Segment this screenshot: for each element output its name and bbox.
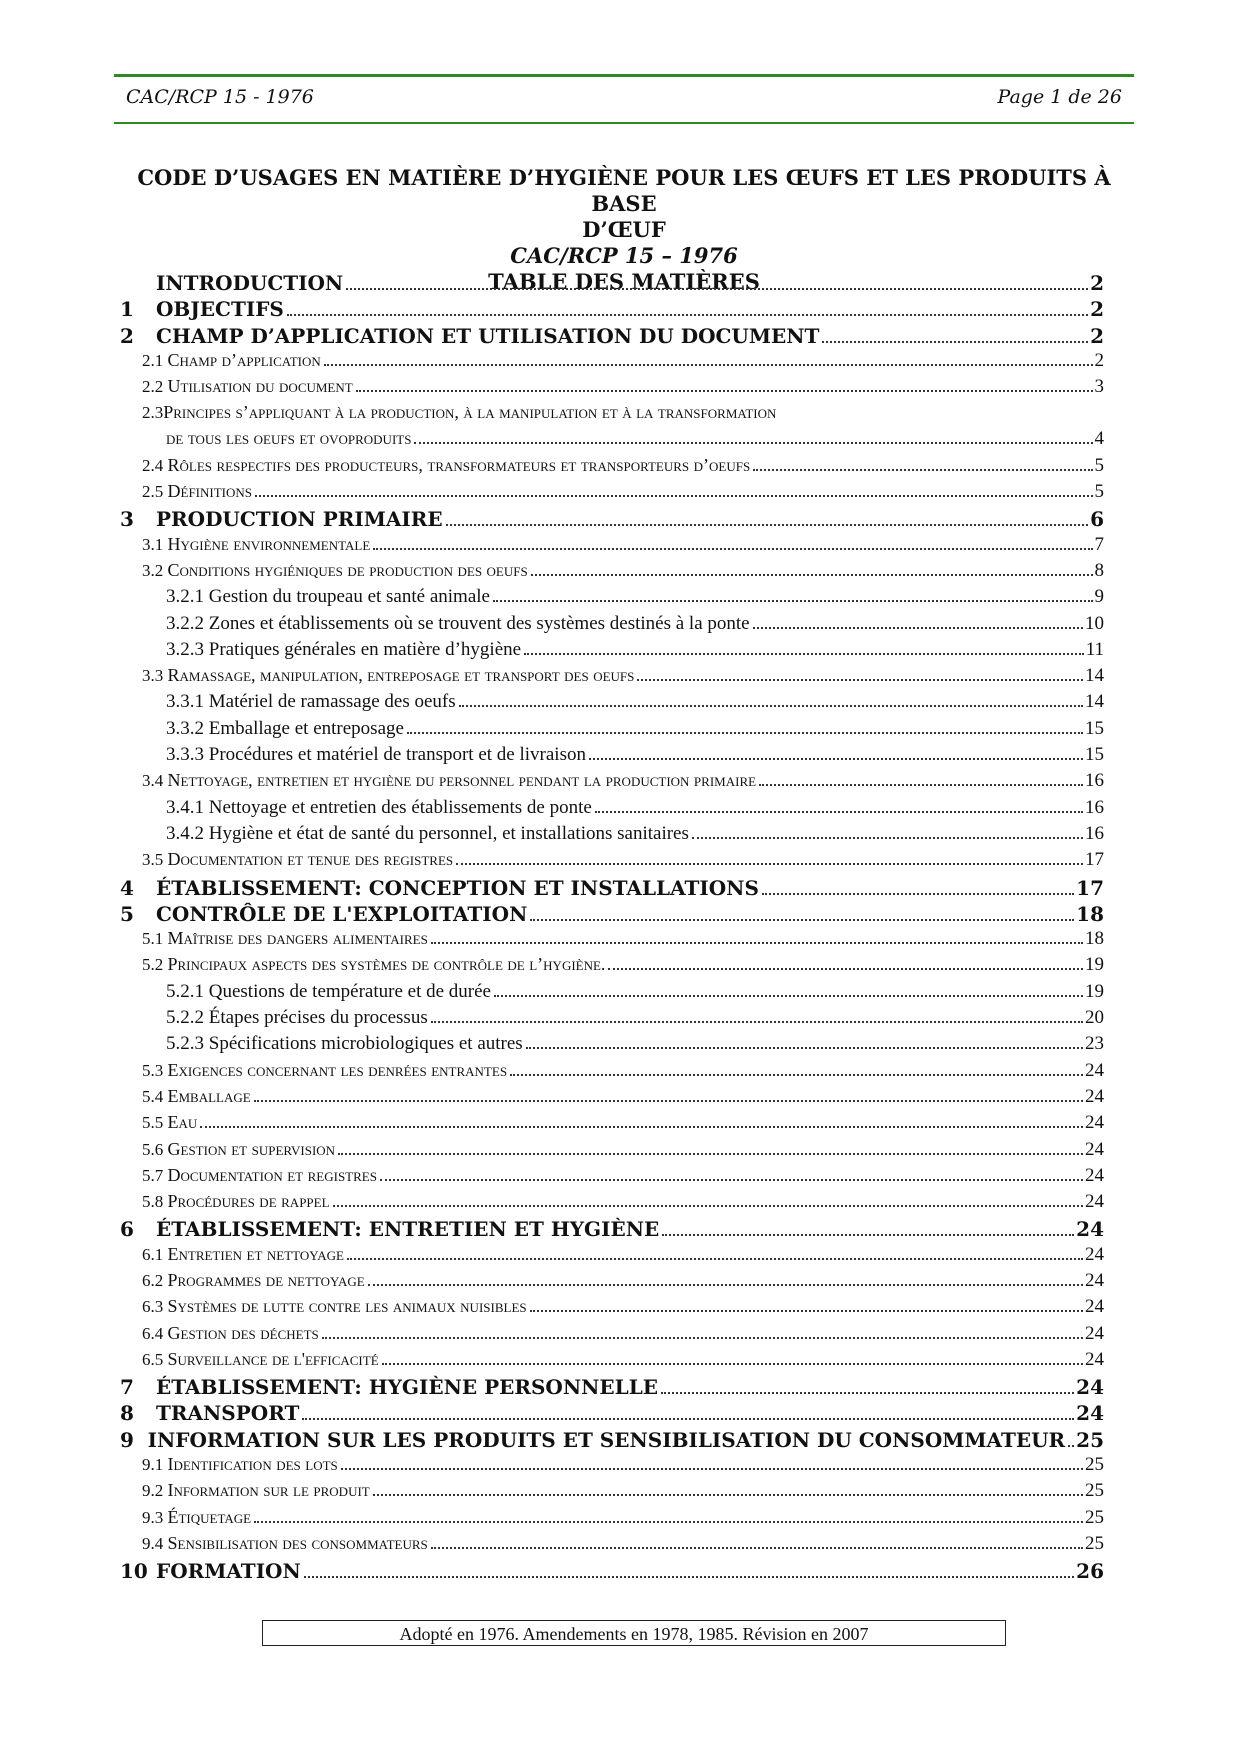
toc-entry-number: 5.2.3 [166, 1033, 209, 1055]
toc-page-number: 24 [1085, 1164, 1104, 1186]
dot-leader [382, 1363, 1083, 1365]
toc-entry-number: 3.1 [142, 534, 168, 554]
toc-entry-number: 6.2 [142, 1270, 168, 1290]
toc-entry-title: INFORMATION SUR LES PRODUITS ET SENSIBILISATION DU CONSOMMATEUR [147, 1427, 1066, 1452]
toc-entry-number: 2.5 [142, 482, 168, 502]
dot-leader [530, 1310, 1083, 1312]
toc-entry[interactable] [120, 324, 1104, 350]
toc-entry-number: 5.2 [142, 955, 168, 975]
dot-leader [346, 288, 1088, 290]
toc-entry-number: 6.3 [142, 1297, 168, 1317]
toc-entry[interactable] [120, 1559, 1104, 1585]
toc-entry-number: 5.7 [142, 1165, 168, 1185]
toc-page-number: 2 [1090, 271, 1104, 295]
toc-entry-number: 2.3 [142, 403, 164, 423]
dot-leader [510, 1074, 1083, 1076]
toc-entry-title: Ramassage, manipulation, entreposage et transport des oeufs [167, 665, 635, 686]
dot-leader [637, 679, 1083, 681]
toc-entry-title: Étiquetage [167, 1506, 252, 1527]
dot-leader [662, 1234, 1074, 1236]
title-line-1: CODE D’USAGES EN MATIÈRE D’HYGIÈNE POUR LES ŒUFS ET LES PRODUITS À BASE [137, 165, 1111, 216]
toc-entry-number: 2.1 [142, 350, 168, 370]
toc-entry-title: Sensibilisation des consommateurs [167, 1532, 428, 1553]
table-of-contents [120, 271, 1104, 1586]
toc-entry-title: Gestion des déchets [167, 1322, 319, 1343]
toc-entry-title: Programmes de nettoyage [167, 1269, 365, 1290]
toc-entry[interactable] [120, 1033, 1104, 1059]
toc-entry-title: Rôles respectifs des producteurs, transformateurs et transporteurs d’oeufs [167, 454, 751, 475]
toc-entry[interactable] [120, 665, 1104, 691]
toc-entry-title: Gestion du troupeau et santé animale [208, 586, 490, 608]
toc-page-number: 24 [1085, 1322, 1104, 1344]
toc-entry-number: 9.3 [142, 1507, 168, 1527]
toc-entry-title: Emballage [167, 1085, 251, 1106]
dot-leader [347, 1258, 1083, 1260]
toc-entry-title: ÉTABLISSEMENT: ENTRETIEN ET HYGIÈNE [156, 1217, 660, 1242]
toc-page-number: 20 [1085, 1007, 1104, 1029]
toc-page-number: 24 [1085, 1296, 1104, 1318]
toc-entry-title: Information sur le produit [167, 1480, 370, 1501]
dot-leader [255, 495, 1093, 497]
dot-leader [373, 1494, 1083, 1496]
toc-entry-title: Procédures et matériel de transport et de livraison [208, 744, 586, 766]
toc-entry-number: 4 [120, 875, 134, 900]
toc-page-number: 18 [1085, 928, 1104, 950]
toc-page-number: 24 [1076, 1375, 1104, 1400]
toc-entry-number: 3.2.2 [166, 612, 209, 634]
toc-entry-title: Zones et établissements où se trouvent des systèmes destinés à la ponte [208, 612, 750, 634]
toc-entry-number: 5.8 [142, 1192, 168, 1212]
toc-entry-number: 3.3 [142, 666, 168, 686]
title-line-2: D’ŒUF [582, 217, 666, 242]
toc-entry-title: Entretien et nettoyage [167, 1243, 344, 1264]
toc-page-number: 24 [1085, 1138, 1104, 1160]
toc-entry-title-cont: de tous les oeufs et ovoproduits [166, 428, 412, 449]
toc-entry-title: PRODUCTION PRIMAIRE [156, 507, 443, 532]
toc-page-number: 24 [1076, 1401, 1104, 1426]
toc-entry[interactable] [120, 586, 1104, 612]
dot-leader [322, 1337, 1083, 1339]
toc-page-number: 2 [1090, 297, 1104, 322]
toc-page-number: 18 [1076, 901, 1104, 926]
toc-entry-title: Principes s’appliquant à la production, à la manipulation et à la transformation [163, 402, 777, 423]
toc-page-number: 24 [1085, 1269, 1104, 1291]
toc-entry-title: Eau [167, 1112, 198, 1133]
toc-entry-title: Gestion et supervision [167, 1138, 336, 1159]
dot-leader [493, 600, 1093, 602]
toc-page-number: 16 [1085, 822, 1104, 844]
toc-entry-title: Documentation et registres [167, 1164, 377, 1185]
toc-page-number: 9 [1094, 586, 1104, 608]
toc-page-number: 11 [1085, 638, 1104, 660]
dot-leader [822, 341, 1088, 343]
toc-entry[interactable] [120, 1533, 1104, 1559]
toc-entry[interactable] [120, 1349, 1104, 1375]
toc-entry-title: TRANSPORT [156, 1401, 300, 1426]
dot-leader [200, 1126, 1083, 1128]
toc-entry-number: 3 [120, 507, 134, 532]
toc-page-number: 25 [1085, 1480, 1104, 1502]
toc-page-number: 16 [1085, 796, 1104, 818]
dot-leader [530, 919, 1074, 921]
dot-leader [753, 469, 1092, 471]
toc-entry[interactable] [120, 560, 1104, 586]
toc-entry[interactable] [120, 1244, 1104, 1270]
document-code: CAC/RCP 15 - 1976 [126, 86, 314, 108]
toc-entry-title: ÉTABLISSEMENT: HYGIÈNE PERSONNELLE [156, 1375, 659, 1400]
toc-entry[interactable] [120, 376, 1104, 402]
toc-entry-title: Emballage et entreposage [208, 717, 404, 739]
toc-entry-number: 6.1 [142, 1244, 168, 1264]
toc-entry-title: Champ d’application [167, 349, 321, 370]
toc-entry-title: CHAMP D’APPLICATION ET UTILISATION DU DOCUMENT [156, 323, 820, 348]
toc-page-number: 25 [1085, 1532, 1104, 1554]
toc-entry-number: 3.2 [142, 560, 168, 580]
toc-entry-continuation [120, 428, 1104, 454]
toc-entry-title: Systèmes de lutte contre les animaux nuisibles [167, 1296, 527, 1317]
toc-entry-number: 3.2.3 [166, 638, 209, 660]
toc-entry[interactable] [120, 613, 1104, 639]
toc-entry[interactable] [120, 744, 1104, 770]
toc-entry-title: ÉTABLISSEMENT: CONCEPTION ET INSTALLATIONS [156, 875, 759, 900]
toc-page-number: 24 [1085, 1112, 1104, 1134]
toc-entry[interactable] [120, 297, 1104, 323]
toc-page-number: 25 [1085, 1506, 1104, 1528]
title-code: CAC/RCP 15 – 1976 [510, 243, 738, 268]
toc-entry[interactable] [120, 902, 1104, 928]
page-number: Page 1 de 26 [997, 86, 1122, 108]
toc-page-number: 8 [1094, 559, 1104, 581]
dot-leader [380, 1179, 1083, 1181]
toc-entry-title: CONTRÔLE DE L'EXPLOITATION [156, 901, 528, 926]
toc-page-number: 24 [1076, 1217, 1104, 1242]
toc-page-number: 19 [1085, 954, 1104, 976]
toc-entry-title: OBJECTIFS [156, 297, 284, 322]
toc-heading: TABLE DES MATIÈRES [488, 269, 760, 294]
toc-entry-number: 5.4 [142, 1086, 168, 1106]
toc-page-number: 5 [1094, 454, 1104, 476]
dot-leader [324, 364, 1093, 366]
toc-entry-title: Matériel de ramassage des oeufs [208, 691, 456, 713]
toc-entry[interactable] [120, 1139, 1104, 1165]
dot-leader [762, 893, 1074, 895]
dot-leader [431, 1021, 1083, 1023]
dot-leader [595, 811, 1083, 813]
toc-entry-number: 5 [120, 901, 134, 926]
toc-entry[interactable] [120, 1296, 1104, 1322]
toc-page-number: 23 [1085, 1033, 1104, 1055]
dot-leader [333, 1205, 1083, 1207]
toc-entry[interactable] [120, 1480, 1104, 1506]
toc-entry[interactable] [120, 1401, 1104, 1427]
toc-page-number: 26 [1076, 1559, 1104, 1584]
toc-entry-number: 10 [120, 1559, 148, 1584]
toc-entry-number: 6 [120, 1217, 134, 1242]
toc-entry[interactable] [120, 1323, 1104, 1349]
toc-entry-number: 6.4 [142, 1323, 168, 1343]
toc-page-number: 14 [1085, 665, 1104, 687]
toc-entry-number: 9.2 [142, 1481, 168, 1501]
toc-entry[interactable] [120, 797, 1104, 823]
toc-entry-number: 5.5 [142, 1113, 168, 1133]
toc-entry-title: Maîtrise des dangers alimentaires [167, 928, 428, 949]
toc-entry[interactable] [120, 876, 1104, 902]
toc-page-number: 24 [1085, 1191, 1104, 1213]
toc-entry-number: 3.5 [142, 850, 168, 870]
toc-entry-number: 2 [120, 323, 134, 348]
toc-entry-number: 5.3 [142, 1060, 168, 1080]
dot-leader [459, 705, 1083, 707]
toc-entry-title: Pratiques générales en matière d’hygiène [208, 638, 522, 660]
dot-leader [531, 574, 1093, 576]
toc-entry-number: 3.3.2 [166, 717, 209, 739]
toc-entry-number: 7 [120, 1375, 134, 1400]
toc-entry-number: 3.4.2 [166, 822, 209, 844]
toc-entry[interactable] [120, 1507, 1104, 1533]
toc-entry[interactable] [120, 770, 1104, 796]
dot-leader [661, 1392, 1074, 1394]
toc-entry[interactable] [120, 718, 1104, 744]
dot-leader [338, 1153, 1083, 1155]
dot-leader [254, 1521, 1083, 1523]
dot-leader [304, 1576, 1074, 1578]
toc-entry[interactable] [120, 1007, 1104, 1033]
toc-entry-title: Hygiène environnementale [167, 533, 371, 554]
toc-entry-number: 5.6 [142, 1139, 168, 1159]
dot-leader [456, 863, 1083, 865]
toc-entry-title: FORMATION [156, 1559, 301, 1584]
toc-entry[interactable] [120, 271, 1104, 297]
dot-leader [524, 653, 1084, 655]
toc-entry-title: Hygiène et état de santé du personnel, et installations sanitaires [208, 822, 689, 844]
toc-entry[interactable] [120, 1375, 1104, 1401]
toc-entry[interactable] [120, 928, 1104, 954]
dot-leader [753, 627, 1083, 629]
dot-leader [302, 1418, 1074, 1420]
toc-entry-title: Étapes précises du processus [208, 1007, 428, 1029]
dot-leader [414, 442, 1092, 444]
toc-entry[interactable] [120, 691, 1104, 717]
dot-leader [407, 732, 1083, 734]
toc-entry[interactable] [120, 1217, 1104, 1243]
toc-page-number: 24 [1085, 1348, 1104, 1370]
toc-entry-title: Questions de température et de durée [208, 980, 491, 1002]
toc-page-number: 17 [1076, 875, 1104, 900]
toc-page-number: 7 [1094, 533, 1104, 555]
toc-entry-number: 1 [120, 297, 134, 322]
toc-entry-number: 5.2.2 [166, 1007, 209, 1029]
toc-entry-title: Nettoyage, entretien et hygiène du personnel pendant la production primaire [167, 770, 757, 791]
toc-page-number: 14 [1085, 691, 1104, 713]
toc-entry[interactable] [120, 1454, 1104, 1480]
toc-entry[interactable] [120, 981, 1104, 1007]
dot-leader [692, 837, 1083, 839]
dot-leader [759, 784, 1083, 786]
toc-entry[interactable] [120, 1165, 1104, 1191]
dot-leader [589, 758, 1083, 760]
dot-leader [494, 995, 1083, 997]
toc-entry-number: 2.4 [142, 455, 168, 475]
toc-entry[interactable] [120, 481, 1104, 507]
toc-entry-number: 9.1 [142, 1455, 168, 1475]
toc-page-number: 2 [1094, 349, 1104, 371]
toc-entry[interactable] [120, 507, 1104, 533]
toc-entry[interactable] [120, 639, 1104, 665]
toc-page-number: 25 [1085, 1454, 1104, 1476]
dot-leader [373, 548, 1092, 550]
toc-entry-title: Utilisation du document [167, 376, 353, 397]
dot-leader [356, 390, 1093, 392]
toc-entry-title: Nettoyage et entretien des établissements de ponte [208, 796, 592, 818]
toc-entry[interactable] [120, 534, 1104, 560]
toc-entry-number: 6.5 [142, 1349, 168, 1369]
toc-entry-title: Spécifications microbiologiques et autres [208, 1033, 523, 1055]
dot-leader [368, 1284, 1083, 1286]
toc-entry-number: 3.3.1 [166, 691, 209, 713]
dot-leader [431, 942, 1083, 944]
toc-page-number: 4 [1094, 428, 1104, 450]
toc-entry[interactable] [120, 823, 1104, 849]
dot-leader [341, 1468, 1083, 1470]
toc-entry-title: Conditions hygiéniques de production des oeufs [167, 559, 528, 580]
toc-entry[interactable] [120, 1428, 1104, 1454]
dot-leader [1068, 1445, 1074, 1447]
toc-entry[interactable] [120, 1270, 1104, 1296]
toc-page-number: 24 [1085, 1243, 1104, 1265]
toc-page-number: 24 [1085, 1085, 1104, 1107]
toc-entry-number: 3.4.1 [166, 796, 209, 818]
toc-entry[interactable] [120, 455, 1104, 481]
toc-entry-number: 3.4 [142, 771, 168, 791]
toc-page-number: 25 [1076, 1427, 1104, 1452]
toc-page-number: 6 [1090, 507, 1104, 532]
toc-page-number: 16 [1085, 770, 1104, 792]
toc-entry[interactable] [120, 1191, 1104, 1217]
toc-page-number: 15 [1085, 744, 1104, 766]
toc-entry[interactable] [120, 1086, 1104, 1112]
toc-entry-title: Documentation et tenue des registres [167, 849, 454, 870]
dot-leader [608, 968, 1083, 970]
toc-entry-number: 8 [120, 1401, 134, 1426]
dot-leader [446, 524, 1088, 526]
toc-entry[interactable] [120, 1112, 1104, 1138]
toc-entry-title: INTRODUCTION [156, 271, 344, 295]
toc-entry-number: 2.2 [142, 377, 168, 397]
toc-entry[interactable] [120, 350, 1104, 376]
dot-leader [254, 1100, 1083, 1102]
dot-leader [526, 1047, 1083, 1049]
toc-entry[interactable] [120, 954, 1104, 980]
toc-entry-title: Surveillance de l'efficacité [167, 1348, 379, 1369]
toc-entry[interactable] [120, 402, 1104, 428]
dot-leader [431, 1547, 1083, 1549]
toc-entry-title: Principaux aspects des systèmes de contrôle de l’hygiène. [167, 954, 606, 975]
toc-entry-number: 5.2.1 [166, 980, 209, 1002]
page-header [114, 74, 1134, 124]
toc-page-number: 15 [1085, 717, 1104, 739]
toc-entry-title: Identification des lots [167, 1454, 338, 1475]
toc-entry-number: 9 [120, 1427, 134, 1452]
toc-entry[interactable] [120, 1060, 1104, 1086]
toc-entry-title: Exigences concernant les denrées entrantes [167, 1059, 508, 1080]
toc-page-number: 24 [1085, 1059, 1104, 1081]
toc-page-number: 10 [1085, 612, 1104, 634]
toc-entry-number: 9.4 [142, 1533, 168, 1553]
adoption-note: Adopté en 1976. Amendements en 1978, 1985. Révision en 2007 [262, 1620, 1006, 1646]
toc-page-number: 2 [1090, 323, 1104, 348]
dot-leader [287, 314, 1088, 316]
toc-page-number: 17 [1085, 849, 1104, 871]
toc-entry-title: Définitions [167, 481, 252, 502]
toc-page-number: 5 [1094, 481, 1104, 503]
toc-entry[interactable] [120, 849, 1104, 875]
toc-entry-number: 5.1 [142, 929, 168, 949]
toc-entry-number: 3.3.3 [166, 744, 209, 766]
toc-page-number: 19 [1085, 980, 1104, 1002]
toc-page-number: 3 [1094, 376, 1104, 398]
toc-entry-title: Procédures de rappel [167, 1191, 330, 1212]
toc-entry-number: 3.2.1 [166, 586, 209, 608]
